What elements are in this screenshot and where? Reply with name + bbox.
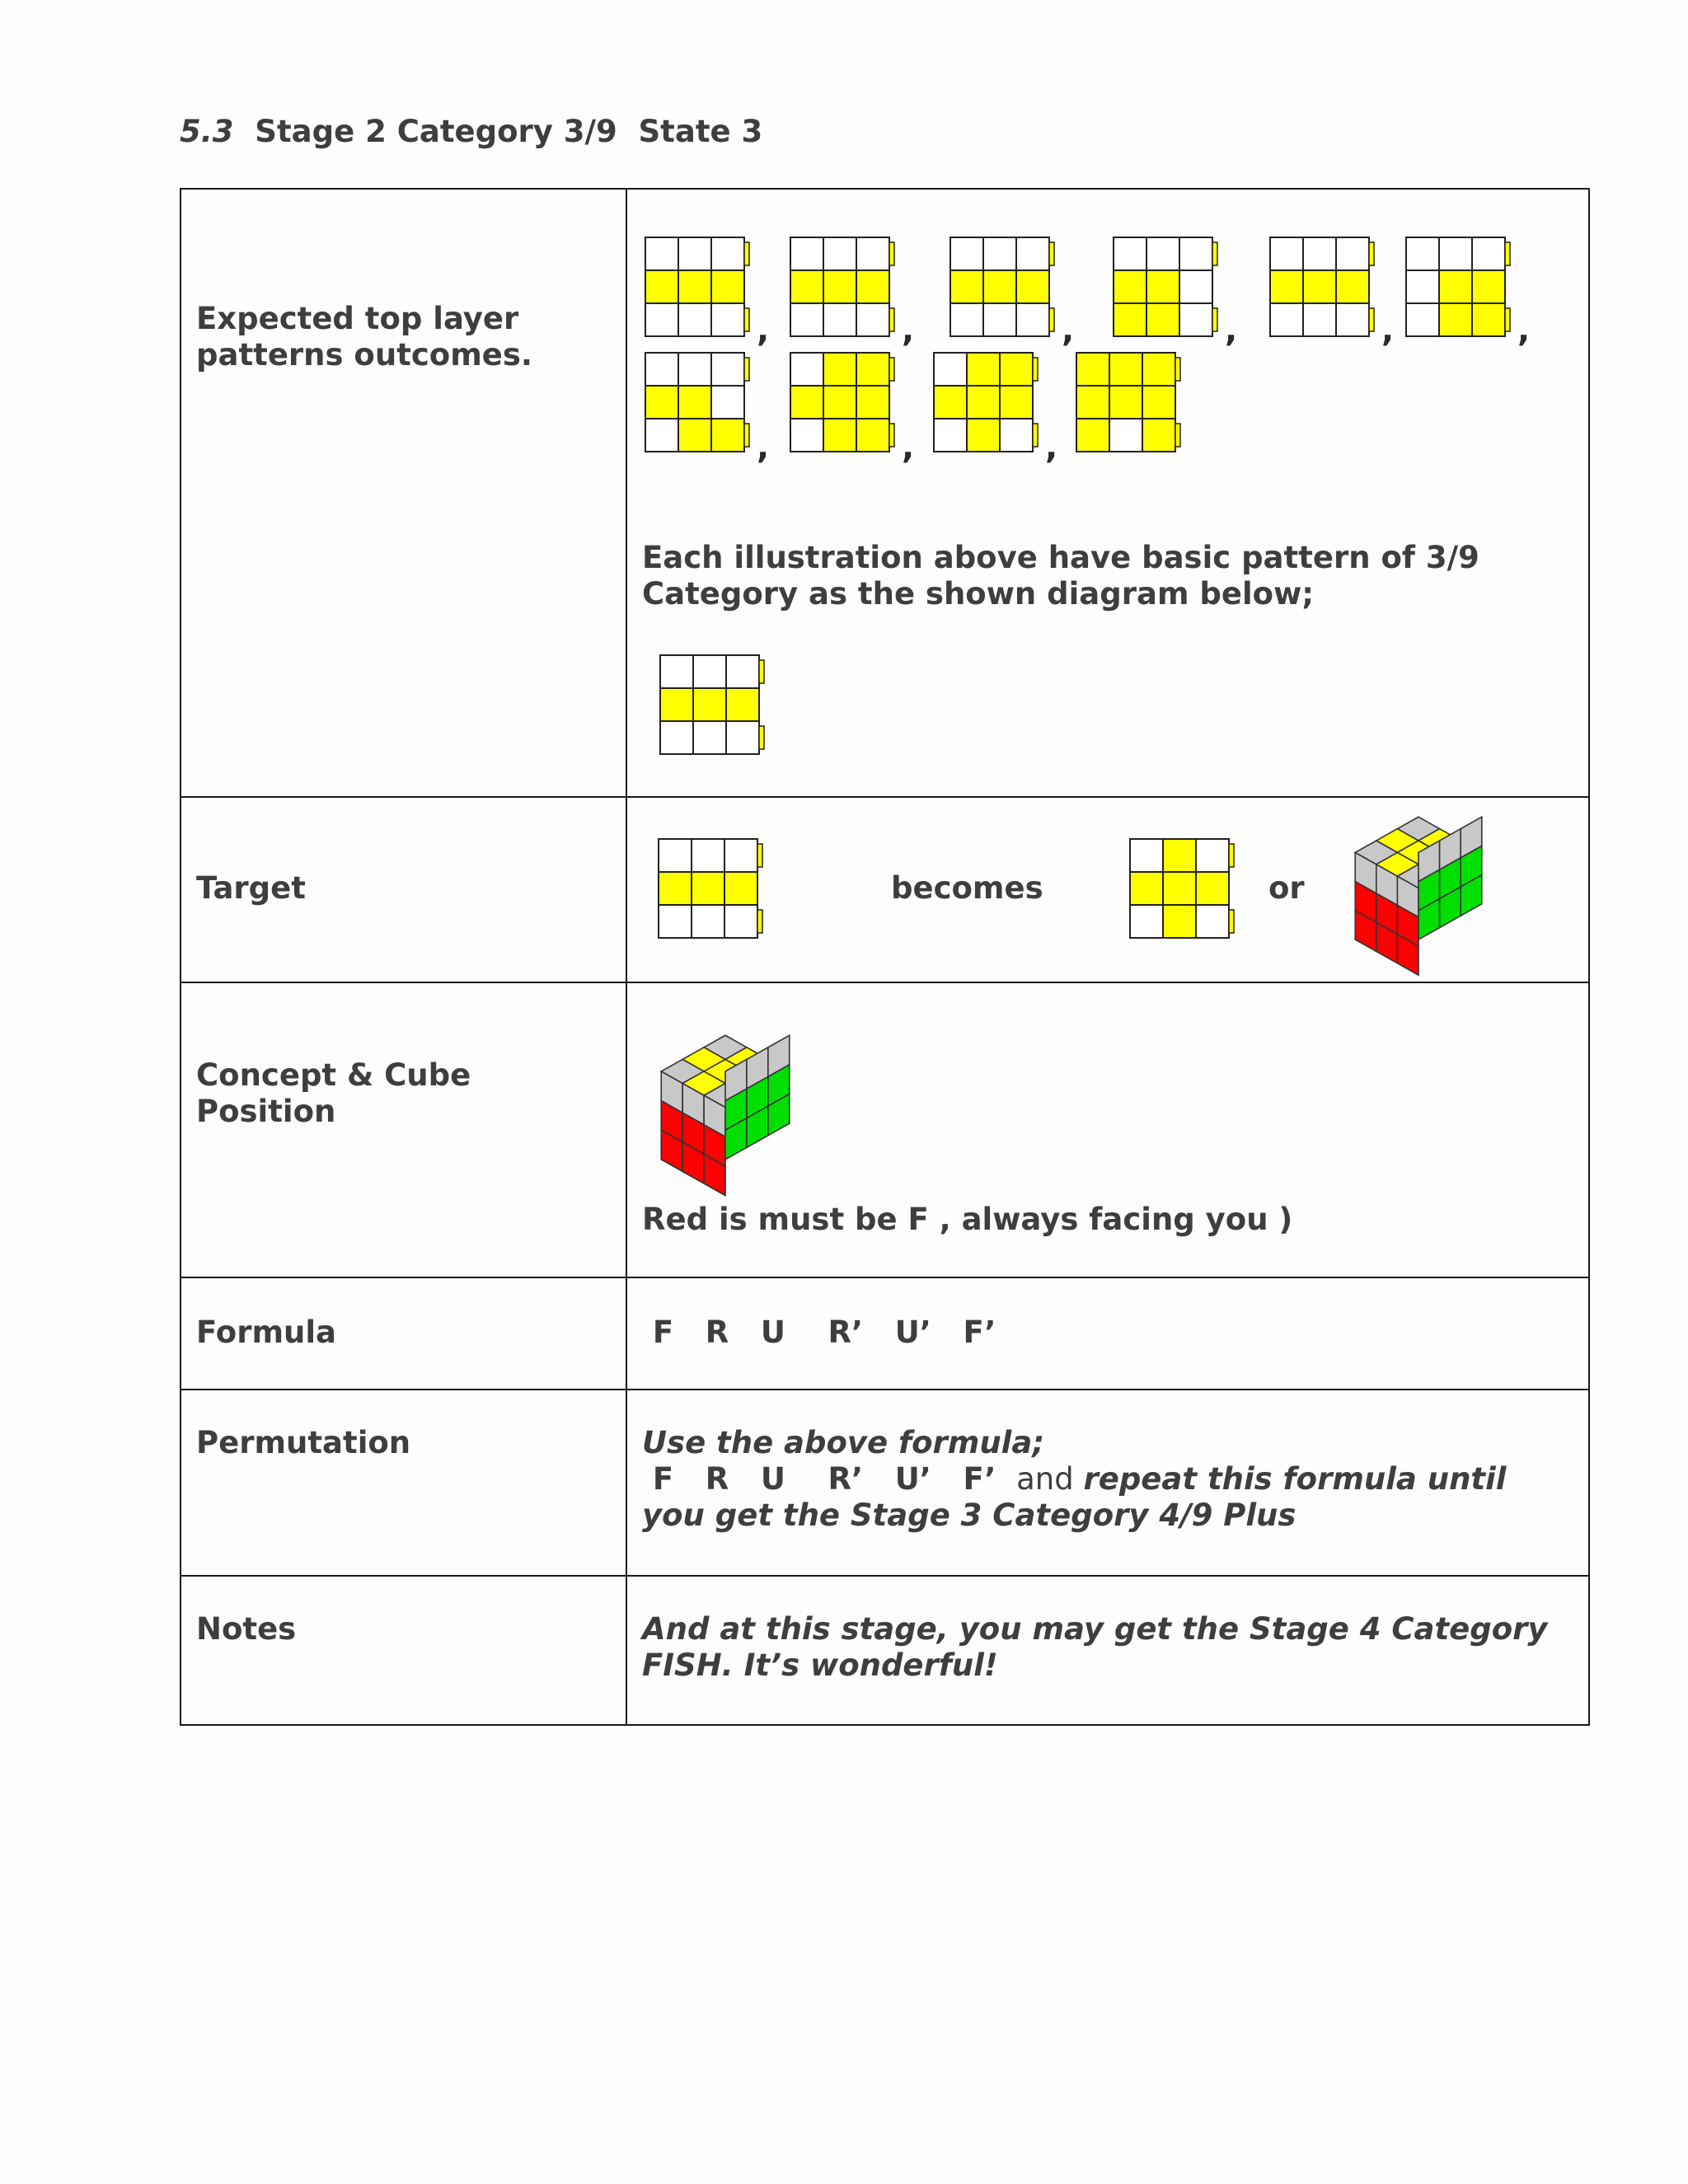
side-sticker (759, 660, 764, 683)
grid-cell (1303, 237, 1336, 270)
grid-cell (1270, 237, 1303, 270)
separator-comma: , (1517, 312, 1531, 349)
grid-cell (823, 386, 856, 419)
grid-cell (934, 353, 967, 386)
side-sticker (1033, 424, 1038, 447)
concept-content-cell (626, 982, 1589, 1277)
grid-cell (983, 303, 1016, 336)
grid-cell (693, 688, 726, 721)
grid-cell (1163, 905, 1196, 938)
grid-cell (726, 655, 759, 688)
expected-label-line1: Expected top layer (196, 301, 519, 336)
section-heading (180, 114, 762, 149)
grid-cell (823, 419, 856, 452)
grid-cell (790, 237, 823, 270)
side-sticker (744, 358, 749, 381)
grid-cell (856, 386, 889, 419)
row-target (181, 797, 1589, 982)
notes-content-cell (626, 1576, 1589, 1725)
side-sticker (889, 242, 894, 265)
side-sticker (744, 424, 749, 447)
side-sticker (889, 424, 894, 447)
grid-cell (1270, 270, 1303, 303)
grid-cell (1196, 839, 1229, 872)
grid-cell (856, 303, 889, 336)
grid-cell (1303, 270, 1336, 303)
grid-cell (823, 237, 856, 270)
grid-cell (692, 872, 724, 905)
grid-cell (1109, 353, 1142, 386)
side-sticker (1175, 424, 1180, 447)
grid-cell (1406, 270, 1439, 303)
top-layer-grid (660, 655, 766, 761)
grid-cell (724, 872, 757, 905)
concept-text: Red is must be F , always facing you ) (642, 1202, 1293, 1237)
side-sticker (1369, 308, 1374, 331)
top-layer-grid (659, 839, 764, 944)
grid-cell (983, 270, 1016, 303)
label-cell (181, 982, 626, 1277)
formula-text: F R U R’ U’ F’ (642, 1315, 996, 1350)
grid-cell (645, 353, 678, 386)
grid-cell (711, 353, 744, 386)
side-sticker (889, 308, 894, 331)
row-formula (181, 1277, 1589, 1390)
top-layer-grid (1270, 237, 1376, 343)
grid-cell (1142, 353, 1175, 386)
grid-cell (659, 872, 692, 905)
side-sticker (757, 844, 762, 867)
permutation-repeat: repeat this formula until (1083, 1461, 1507, 1497)
target-content-cell (626, 797, 1589, 982)
permutation-label: Permutation (196, 1425, 411, 1460)
grid-cell (1439, 303, 1472, 336)
side-sticker (1212, 308, 1217, 331)
separator-comma: , (902, 429, 915, 466)
side-sticker (1049, 242, 1054, 265)
grid-cell (1146, 303, 1179, 336)
grid-cell (1439, 270, 1472, 303)
grid-cell (1142, 419, 1175, 452)
grid-cell (1130, 839, 1163, 872)
notes-line2: FISH. It’s wonderful! (642, 1647, 998, 1683)
label-cell (181, 1576, 626, 1725)
grid-cell (1109, 386, 1142, 419)
grid-cell (724, 839, 757, 872)
grid-cell (1472, 270, 1505, 303)
permutation-content-cell (626, 1390, 1589, 1576)
side-sticker (1229, 844, 1234, 867)
permutation-formula: F R U R’ U’ F’ (642, 1461, 1007, 1497)
top-layer-grid (1076, 353, 1182, 458)
top-layer-grid (1114, 237, 1219, 343)
grid-cell (1016, 237, 1049, 270)
grid-cell (645, 237, 678, 270)
side-sticker (757, 910, 762, 933)
grid-cell (1076, 353, 1109, 386)
grid-cell (1472, 237, 1505, 270)
grid-cell (1114, 303, 1146, 336)
grid-cell (934, 386, 967, 419)
top-layer-grid (645, 353, 751, 458)
stage-table (180, 188, 1590, 1726)
notes-label: Notes (196, 1611, 297, 1647)
grid-cell (823, 303, 856, 336)
row-permutation (181, 1390, 1589, 1576)
grid-cell (645, 419, 678, 452)
grid-cell (1130, 872, 1163, 905)
top-layer-grid (934, 353, 1039, 458)
permutation-line3: you get the Stage 3 Category 4/9 Plus (642, 1497, 1296, 1533)
cube-illustration (659, 1033, 792, 1164)
grid-cell (645, 303, 678, 336)
grid-cell (660, 655, 693, 688)
permutation-and: and (1006, 1461, 1084, 1497)
grid-cell (1303, 303, 1336, 336)
separator-comma: , (1045, 429, 1058, 466)
grid-cell (726, 688, 759, 721)
grid-cell (678, 353, 711, 386)
grid-cell (1163, 872, 1196, 905)
grid-cell (1076, 419, 1109, 452)
top-layer-grid (790, 237, 896, 343)
or-text: or (1268, 870, 1305, 906)
grid-cell (1336, 270, 1369, 303)
grid-cell (1270, 303, 1303, 336)
grid-cell (967, 419, 1000, 452)
grid-cell (1016, 303, 1049, 336)
grid-cell (823, 353, 856, 386)
label-cell (181, 189, 626, 797)
grid-cell (1179, 237, 1212, 270)
side-sticker (1369, 242, 1374, 265)
grid-cell (950, 237, 983, 270)
side-sticker (1505, 242, 1510, 265)
section-number: 5.3 (180, 114, 234, 149)
grid-cell (1130, 905, 1163, 938)
side-sticker (759, 726, 764, 749)
side-sticker (1212, 242, 1217, 265)
side-sticker (1049, 308, 1054, 331)
grid-cell (693, 655, 726, 688)
grid-cell (711, 270, 744, 303)
grid-cell (660, 721, 693, 754)
grid-cell (1406, 303, 1439, 336)
grid-cell (678, 419, 711, 452)
target-label: Target (196, 870, 306, 906)
grid-cell (856, 237, 889, 270)
grid-cell (1146, 237, 1179, 270)
grid-cell (1000, 353, 1033, 386)
grid-cell (711, 386, 744, 419)
grid-cell (950, 303, 983, 336)
formula-content-cell (626, 1277, 1589, 1390)
separator-comma: , (1225, 312, 1238, 349)
side-sticker (744, 308, 749, 331)
expected-label-line2: patterns outcomes. (196, 337, 532, 373)
grid-cell (790, 353, 823, 386)
grid-cell (711, 419, 744, 452)
grid-cell (726, 721, 759, 754)
section-title: Stage 2 Category 3/9 State 3 (233, 114, 763, 149)
expected-content-cell (626, 189, 1589, 797)
side-sticker (1505, 308, 1510, 331)
grid-cell (645, 386, 678, 419)
grid-cell (790, 419, 823, 452)
grid-cell (678, 303, 711, 336)
row-concept (181, 982, 1589, 1277)
label-cell (181, 1277, 626, 1390)
grid-cell (856, 270, 889, 303)
permutation-line1: Use the above formula; (642, 1425, 1045, 1460)
expected-text-line2: Category as the shown diagram below; (642, 576, 1315, 612)
notes-line1: And at this stage, you may get the Stage 4 Category (642, 1611, 1548, 1647)
grid-cell (1439, 237, 1472, 270)
grid-cell (856, 353, 889, 386)
top-layer-grid (1130, 839, 1236, 944)
grid-cell (790, 270, 823, 303)
grid-cell (790, 303, 823, 336)
grid-cell (693, 721, 726, 754)
concept-label-line1: Concept & Cube (196, 1057, 471, 1093)
becomes-text: becomes (891, 870, 1043, 906)
grid-cell (692, 839, 724, 872)
grid-cell (1076, 386, 1109, 419)
grid-cell (1109, 419, 1142, 452)
grid-cell (724, 905, 757, 938)
top-layer-grid (645, 237, 751, 343)
separator-comma: , (757, 429, 770, 466)
grid-cell (856, 419, 889, 452)
top-layer-grid (790, 353, 896, 458)
grid-cell (1179, 303, 1212, 336)
row-expected (181, 189, 1589, 797)
expected-text-line1: Each illustration above have basic pattern of 3/9 (642, 540, 1479, 575)
grid-cell (1016, 270, 1049, 303)
grid-cell (678, 270, 711, 303)
grid-cell (934, 419, 967, 452)
grid-cell (1163, 839, 1196, 872)
formula-label: Formula (196, 1315, 336, 1350)
side-sticker (744, 242, 749, 265)
grid-cell (1000, 386, 1033, 419)
grid-cell (1114, 237, 1146, 270)
grid-cell (659, 839, 692, 872)
grid-cell (1196, 905, 1229, 938)
concept-label-line2: Position (196, 1094, 336, 1129)
grid-cell (711, 303, 744, 336)
grid-cell (1142, 386, 1175, 419)
grid-cell (983, 237, 1016, 270)
grid-cell (711, 237, 744, 270)
top-layer-grid (950, 237, 1056, 343)
grid-cell (823, 270, 856, 303)
grid-cell (678, 237, 711, 270)
grid-cell (1336, 237, 1369, 270)
grid-cell (967, 386, 1000, 419)
top-layer-grid (1406, 237, 1512, 343)
label-cell (181, 1390, 626, 1576)
side-sticker (889, 358, 894, 381)
row-notes (181, 1576, 1589, 1725)
side-sticker (1033, 358, 1038, 381)
grid-cell (1000, 419, 1033, 452)
grid-cell (692, 905, 724, 938)
grid-cell (1146, 270, 1179, 303)
separator-comma: , (757, 312, 770, 349)
grid-cell (1472, 303, 1505, 336)
side-sticker (1175, 358, 1180, 381)
grid-cell (967, 353, 1000, 386)
label-cell (181, 797, 626, 982)
grid-cell (1114, 270, 1146, 303)
grid-cell (790, 386, 823, 419)
separator-comma: , (1381, 312, 1395, 349)
grid-cell (645, 270, 678, 303)
grid-cell (950, 270, 983, 303)
separator-comma: , (902, 312, 915, 349)
cube-illustration (1353, 814, 1484, 944)
separator-comma: , (1062, 312, 1075, 349)
grid-cell (1336, 303, 1369, 336)
grid-cell (678, 386, 711, 419)
grid-cell (1406, 237, 1439, 270)
side-sticker (1229, 910, 1234, 933)
grid-cell (1196, 872, 1229, 905)
grid-cell (1179, 270, 1212, 303)
grid-cell (659, 905, 692, 938)
grid-cell (660, 688, 693, 721)
